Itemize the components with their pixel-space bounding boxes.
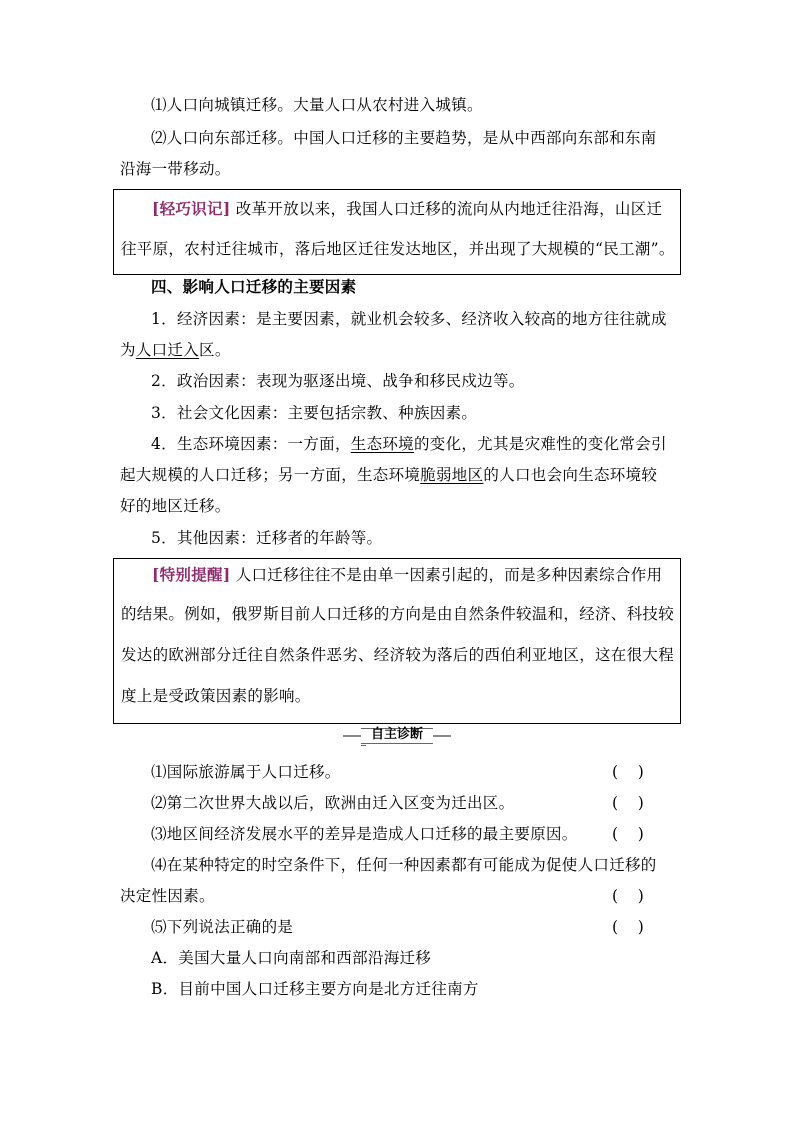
quiz-item-4-line-2: 决定性因素。 xyxy=(120,887,215,905)
factor-3: 3．社会文化因素：主要包括宗教、种族因素。 xyxy=(151,404,478,422)
self-diagnosis-banner xyxy=(343,727,451,745)
answer-blank-5[interactable]: ( ) xyxy=(612,918,644,936)
underlined-term: 脆弱地区 xyxy=(420,466,484,484)
migration-point-1: ⑴人口向城镇迁移。大量人口从农村进入城镇。 xyxy=(151,96,483,114)
answer-blank-1[interactable]: ( ) xyxy=(612,763,644,781)
factor-4-line-1: 4．生态环境因素：一方面，生态环境的变化，尤其是灾难性的变化常会引 xyxy=(151,435,667,453)
tip-box-line-2: 往平原，农村迁往城市，落后地区迁往发达地区，并出现了大规模的“民工潮”。 xyxy=(121,240,675,258)
factor-5: 5．其他因素：迁移者的年龄等。 xyxy=(151,529,383,547)
option-b[interactable]: B．目前中国人口迁移主要方向是北方迁往南方 xyxy=(151,980,479,998)
section-heading: 四、影响人口迁移的主要因素 xyxy=(151,277,357,296)
quiz-item-4-line-1: ⑷在某种特定的时空条件下，任何一种因素都有可能成为促使人口迁移的 xyxy=(151,856,657,874)
quiz-item-2: ⑵第二次世界大战以后，欧洲由迁入区变为迁出区。 xyxy=(151,794,515,812)
banner-right-rule xyxy=(433,735,451,737)
answer-blank-4[interactable]: ( ) xyxy=(612,887,644,905)
reminder-line-4: 度上是受政策因素的影响。 xyxy=(121,687,311,705)
migration-point-2-line-1: ⑵人口向东部迁移。中国人口迁移的主要趋势，是从中西部向东部和东南 xyxy=(151,129,657,147)
reminder-line-1 xyxy=(152,564,708,586)
reminder-tag: [特别提醒] xyxy=(152,565,231,584)
option-a[interactable]: A．美国大量人口向南部和西部沿海迁移 xyxy=(151,949,432,967)
migration-point-2-line-2: 沿海一带移动。 xyxy=(120,160,231,178)
factor-2: 2．政治因素：表现为驱逐出境、战争和移民戍边等。 xyxy=(151,372,525,390)
tip-box-reminder xyxy=(113,558,681,724)
tip-text-1: 改革开放以来，我国人口迁移的流向从内地迁往沿海，山区迁 xyxy=(230,200,663,218)
factor-4-line-3: 好的地区迁移。 xyxy=(120,497,231,515)
answer-blank-3[interactable]: ( ) xyxy=(612,825,644,843)
underlined-term: 生态环境 xyxy=(350,435,414,453)
quiz-item-5: ⑸下列说法正确的是 xyxy=(151,918,294,936)
quiz-item-1: ⑴国际旅游属于人口迁移。 xyxy=(151,763,341,781)
tip-box-memory xyxy=(113,189,681,275)
banner-title: 自主诊断 xyxy=(370,727,423,742)
answer-blank-2[interactable]: ( ) xyxy=(612,794,644,812)
factor-4-line-2: 起大规模的人口迁移；另一方面，生态环境脆弱地区的人口也会向生态环境较 xyxy=(120,466,658,484)
factor-1-line-1: 1．经济因素：是主要因素，就业机会较多、经济收入较高的地方往往就成 xyxy=(151,310,667,328)
underlined-term: 人口迁入 xyxy=(135,341,200,359)
banner-left-rule xyxy=(343,735,361,737)
reminder-line-2: 的结果。例如，俄罗斯目前人口迁移的方向是由自然条件较温和，经济、科技较 xyxy=(121,605,675,623)
tip-tag: [轻巧识记] xyxy=(152,199,231,218)
reminder-line-3: 发达的欧洲部分迁往自然条件恶劣、经济较为落后的西伯利亚地区，这在很大程 xyxy=(121,646,675,664)
tip-box-line-1 xyxy=(152,198,708,220)
factor-1-line-2: 为人口迁入区。 xyxy=(120,341,231,359)
quiz-item-3: ⑶地区间经济发展水平的差异是造成人口迁移的最主要原因。 xyxy=(151,825,578,843)
reminder-text-1: 人口迁移往往不是由单一因素引起的，而是多种因素综合作用 xyxy=(230,566,663,584)
